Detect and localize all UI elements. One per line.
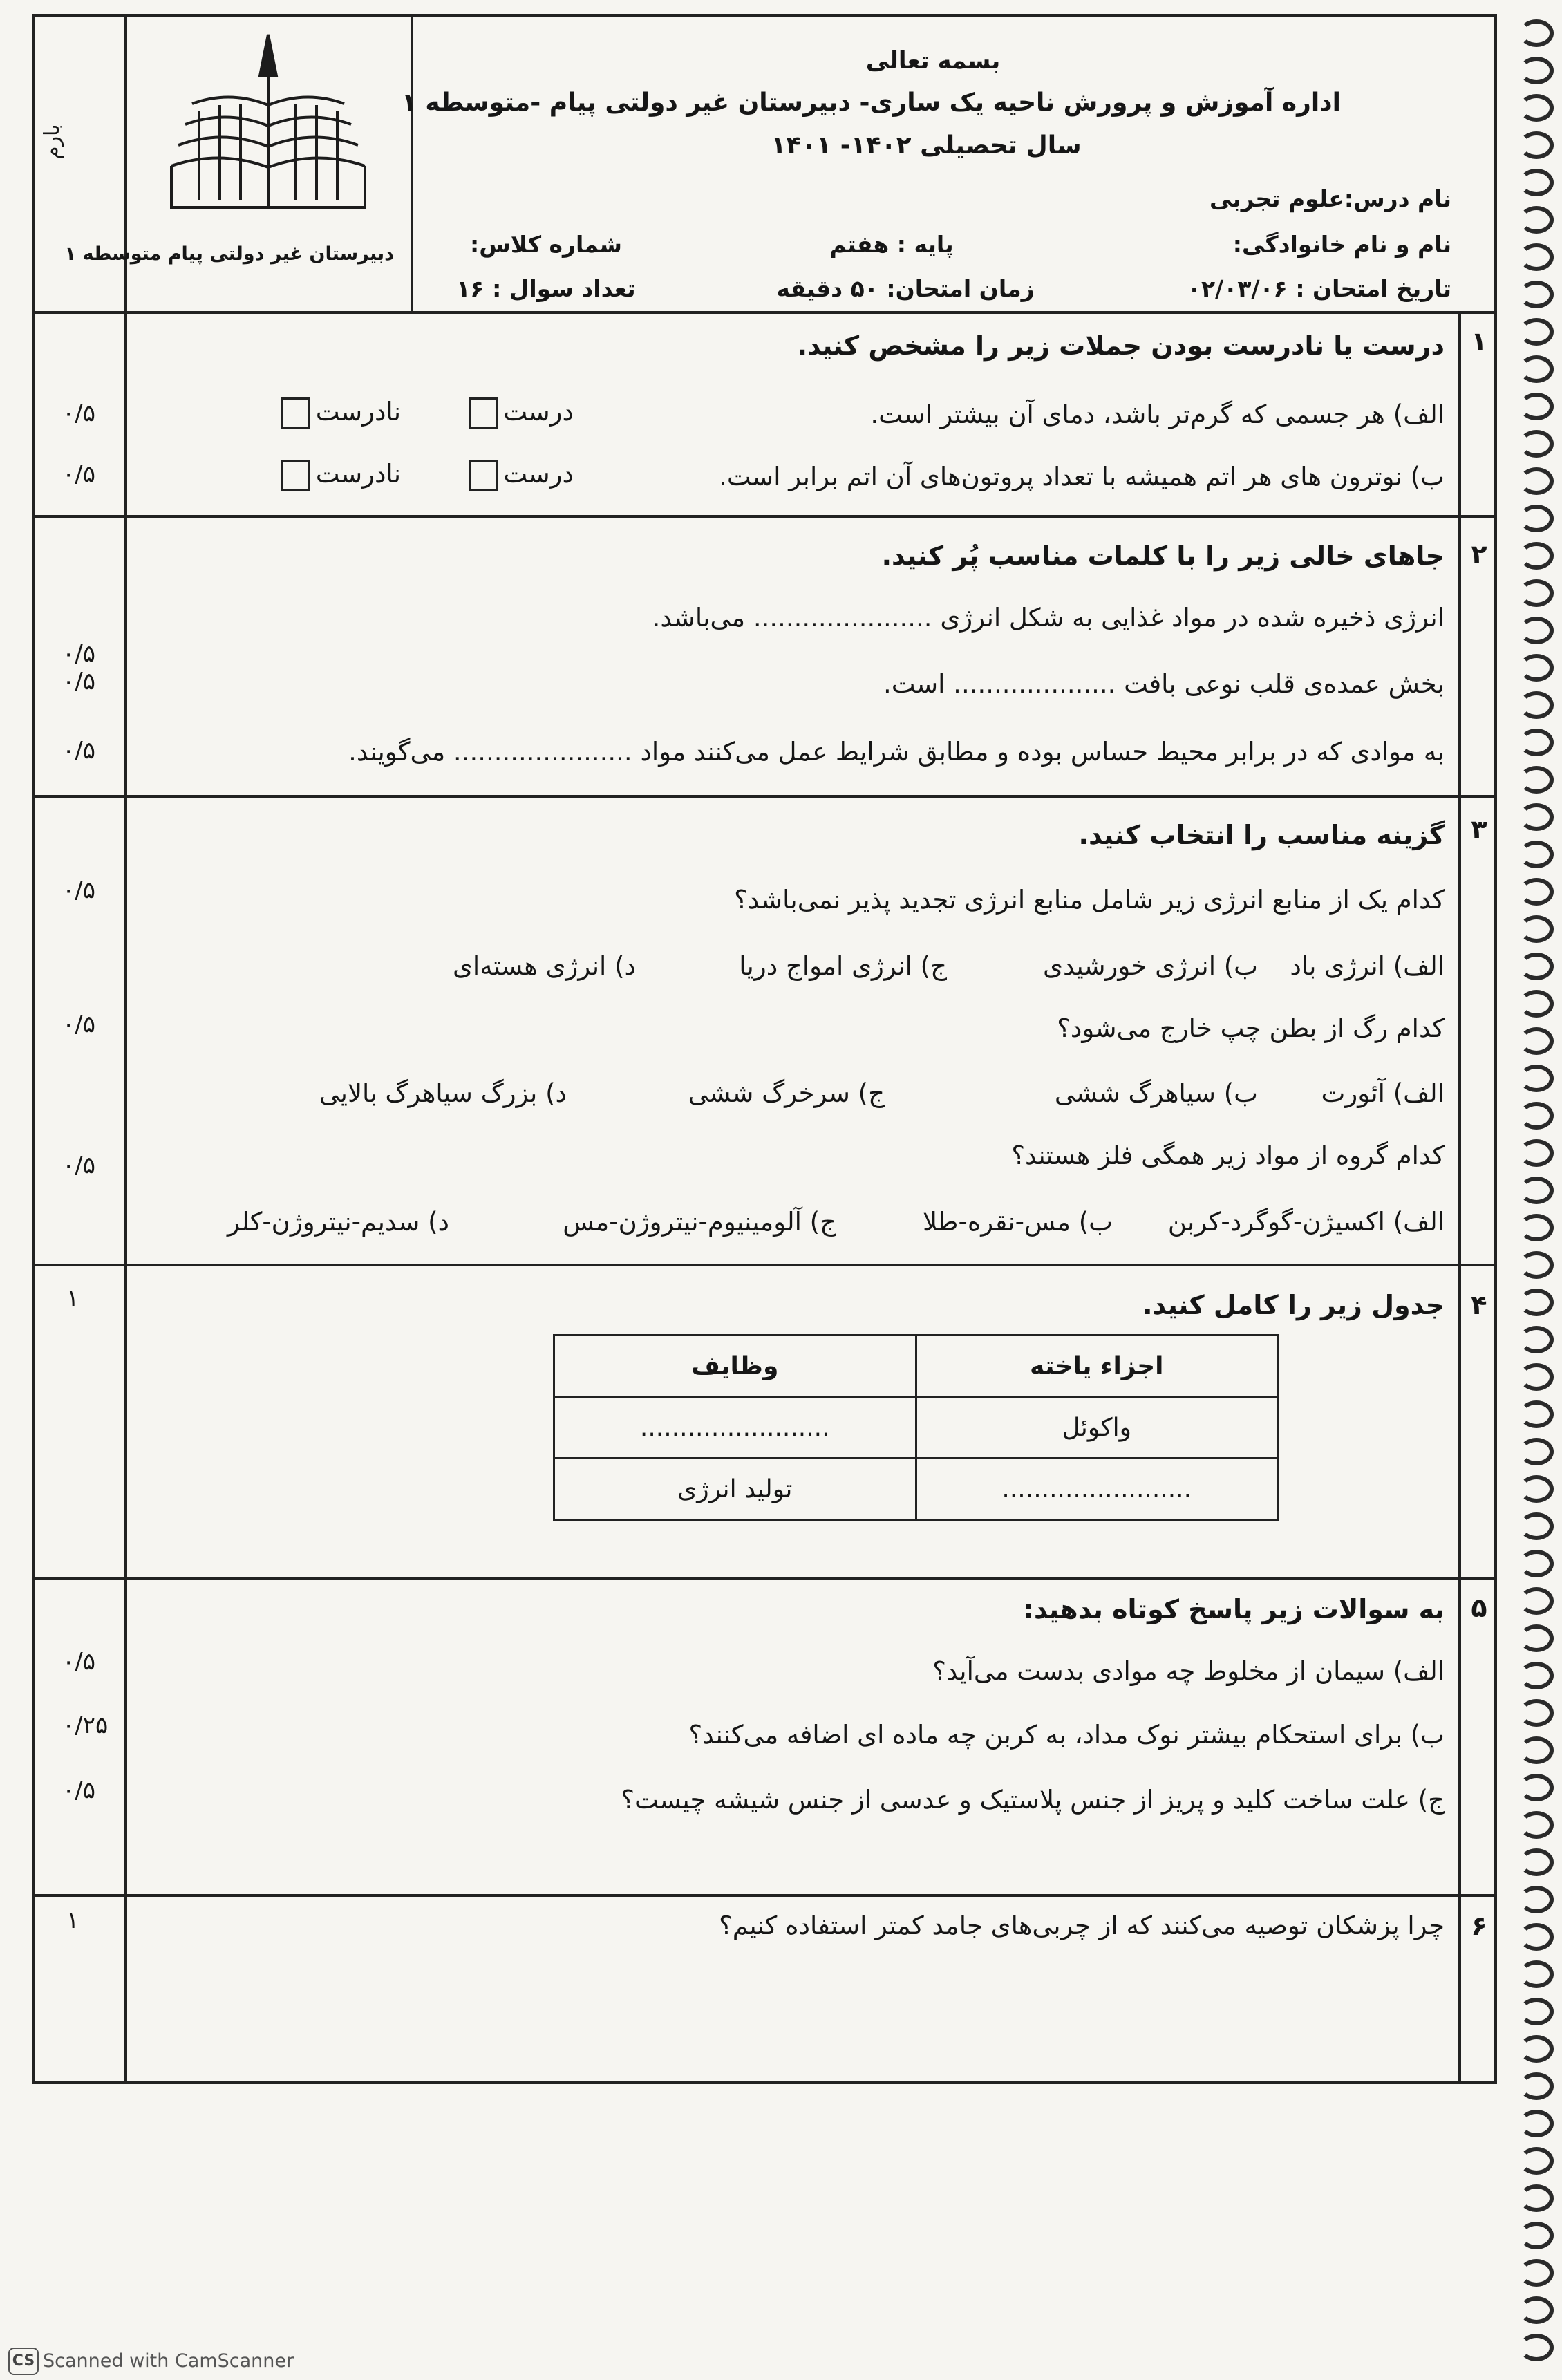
question-item: الف) هر جسمی که گرم‌تر باشد، دمای آن بیشتر است. <box>870 400 1445 429</box>
camscanner-watermark: Scanned with CamScanner <box>43 2350 294 2372</box>
binding-ring <box>1519 467 1554 495</box>
binding-ring <box>1519 617 1554 644</box>
answer-option[interactable]: ب) مس-نقره-طلا <box>922 1207 1113 1237</box>
binding-ring <box>1519 57 1554 84</box>
number-column-divider <box>1458 311 1461 2084</box>
item-score: ۰/۵ <box>62 877 95 904</box>
binding-ring <box>1519 803 1554 831</box>
binding-ring <box>1519 1139 1554 1167</box>
question-item: ج) علت ساخت کلید و پریز از جنس پلاستیک و عدسی از جنس شیشه چیست؟ <box>621 1785 1445 1815</box>
question-item: ب) برای استحکام بیشتر نوک مداد، به کربن چه ماده ای اضافه می‌کنند؟ <box>688 1720 1445 1750</box>
answer-option[interactable]: ج) انرژی امواج دریا <box>739 951 947 981</box>
binding-ring <box>1519 1475 1554 1503</box>
binding-ring <box>1519 729 1554 756</box>
binding-ring <box>1519 1699 1554 1727</box>
year-line: سال تحصیلی ۱۴۰۲- ۱۴۰۱ <box>771 131 1082 160</box>
question-number: ۱ <box>1471 326 1487 357</box>
binding-ring <box>1519 1587 1554 1615</box>
binding-ring <box>1519 878 1554 906</box>
answer-option[interactable]: ج) آلومینیوم-نیتروژن-مس <box>563 1207 836 1237</box>
item-score: ۰/۵ <box>62 1777 95 1804</box>
question-number: ۲ <box>1471 539 1487 570</box>
school-logo <box>158 28 379 235</box>
binding-ring <box>1519 1774 1554 1801</box>
item-score: ۰/۲۵ <box>62 1712 109 1739</box>
question-stem: کدام رگ از بطن چپ خارج می‌شود؟ <box>1057 1013 1445 1043</box>
binding-ring <box>1519 131 1554 159</box>
question-score: ۱ <box>66 1906 79 1934</box>
binding-ring <box>1519 1289 1554 1316</box>
question-stem: کدام یک از منابع انرژی زیر شامل منابع انرژی تجدید پذیر نمی‌باشد؟ <box>734 885 1445 915</box>
binding-ring <box>1519 1400 1554 1428</box>
question-title: گزینه مناسب را انتخاب کنید. <box>1078 820 1445 850</box>
binding-ring <box>1519 691 1554 719</box>
true-option[interactable] <box>449 397 574 429</box>
binding-ring <box>1519 206 1554 234</box>
binding-ring <box>1519 841 1554 868</box>
binding-ring <box>1519 1736 1554 1764</box>
org-line: اداره آموزش و پرورش ناحیه یک ساری- دبیرستان غیر دولتی پیام -متوسطه ۱ <box>401 88 1341 117</box>
table-cell-blank[interactable]: ........................ <box>916 1459 1278 1520</box>
false-option[interactable] <box>249 397 401 429</box>
exam-frame <box>32 14 1497 2084</box>
question-item: انرژی ذخیره شده در مواد غذایی به شکل انرژی ...................... می‌باشد. <box>652 603 1445 633</box>
score-column-divider <box>124 14 127 2084</box>
item-score: ۰/۵ <box>62 668 95 695</box>
answer-option[interactable]: ب) انرژی خورشیدی <box>1042 951 1258 981</box>
binding-ring <box>1519 1886 1554 1913</box>
course-name: نام درس:علوم تجربی <box>1210 185 1451 212</box>
logo-divider <box>411 14 413 311</box>
score-header: بارم <box>40 124 64 159</box>
logo-caption: دبیرستان غیر دولتی پیام متوسطه ۱ <box>64 243 394 265</box>
binding-ring <box>1519 1177 1554 1204</box>
binding-ring <box>1519 1662 1554 1689</box>
item-score: ۰/۵ <box>62 460 95 488</box>
item-score: ۰/۵ <box>62 1152 95 1179</box>
binding-ring <box>1519 94 1554 122</box>
binding-ring <box>1519 1251 1554 1279</box>
binding-ring <box>1519 1102 1554 1130</box>
exam-date: تاریخ امتحان : ۰۲/۰۳/۰۶ <box>1187 275 1451 302</box>
question-item: الف) سیمان از مخلوط چه موادی بدست می‌آید؟ <box>932 1656 1445 1686</box>
binding-ring <box>1519 579 1554 607</box>
false-label: نادرست <box>315 459 401 489</box>
section-divider <box>32 515 1497 518</box>
section-divider <box>32 311 1497 314</box>
binding-ring <box>1519 2184 1554 2212</box>
class-number: شماره کلاس: <box>470 231 622 258</box>
binding-ring <box>1519 430 1554 458</box>
binding-ring <box>1519 1998 1554 2025</box>
binding-ring <box>1519 1624 1554 1652</box>
question-title: جدول زیر را کامل کنید. <box>1142 1290 1445 1320</box>
binding-ring <box>1519 1923 1554 1951</box>
question-title: به سوالات زیر پاسخ کوتاه بدهید: <box>1023 1594 1445 1624</box>
binding-ring <box>1519 1811 1554 1839</box>
binding-ring <box>1519 169 1554 196</box>
binding-ring <box>1519 1065 1554 1092</box>
binding-ring <box>1519 542 1554 570</box>
binding-ring <box>1519 281 1554 308</box>
binding-ring <box>1519 915 1554 943</box>
answer-option[interactable]: الف) انرژی باد <box>1290 951 1445 981</box>
question-title: درست یا نادرست بودن جملات زیر را مشخص کنید. <box>797 330 1445 361</box>
binding-ring <box>1519 1438 1554 1465</box>
true-label: درست <box>503 397 574 427</box>
basmala: بسمه تعالی <box>865 47 1001 75</box>
table-header: اجزاء یاخته <box>916 1336 1278 1397</box>
answer-option[interactable]: الف) اکسیژن-گوگرد-کربن <box>1167 1207 1445 1237</box>
item-score: ۰/۵ <box>62 737 95 765</box>
grade-level: پایه : هفتم <box>829 231 954 258</box>
false-checkbox[interactable] <box>281 397 310 429</box>
binding-ring <box>1519 19 1554 47</box>
question-stem: کدام گروه از مواد زیر همگی فلز هستند؟ <box>1011 1141 1445 1170</box>
binding-ring <box>1519 2147 1554 2175</box>
book-pen-logo-icon <box>158 28 379 235</box>
binding-ring <box>1519 2110 1554 2137</box>
binding-ring <box>1519 2072 1554 2100</box>
question-number: ۶ <box>1471 1911 1487 1941</box>
answer-option[interactable]: د) انرژی هسته‌ای <box>452 951 636 981</box>
student-name-field: نام و نام خانوادگی: <box>1232 231 1451 258</box>
item-score: ۰/۵ <box>62 1648 95 1676</box>
answer-option[interactable]: الف) آئورت <box>1321 1078 1445 1108</box>
question-count: تعداد سوال : ۱۶ <box>456 275 636 302</box>
answer-option[interactable]: ب) سیاهرگ ششی <box>1054 1078 1258 1108</box>
table-cell-blank[interactable]: ........................ <box>554 1397 916 1459</box>
binding-ring <box>1519 1512 1554 1540</box>
binding-ring <box>1519 393 1554 420</box>
binding-ring <box>1519 953 1554 980</box>
exam-duration: زمان امتحان: ۵۰ دقیقه <box>776 275 1035 302</box>
binding-ring <box>1519 766 1554 794</box>
binding-ring <box>1519 1848 1554 1876</box>
true-label: درست <box>503 459 574 489</box>
question-item: به موادی که در برابر محیط حساس بوده و مطابق شرایط عمل می‌کنند مواد ...................... می‌گویند. <box>348 737 1445 767</box>
section-divider <box>32 1577 1497 1580</box>
table-header: وظایف <box>554 1336 916 1397</box>
question-number: ۵ <box>1471 1593 1487 1623</box>
binding-ring <box>1519 654 1554 682</box>
section-divider <box>32 795 1497 798</box>
question-item: ب) نوترون های هر اتم همیشه با تعداد پروتون‌های آن اتم برابر است. <box>719 462 1445 491</box>
table-cell: واکوئل <box>916 1397 1278 1459</box>
question-title: چرا پزشکان توصیه می‌کنند که از چربی‌های جامد کمتر استفاده کنیم؟ <box>719 1911 1445 1940</box>
question-item: بخش عمده‌ی قلب نوعی بافت .................... است. <box>883 669 1445 699</box>
question-score: ۱ <box>66 1284 79 1312</box>
true-checkbox[interactable] <box>469 397 498 429</box>
binding-ring <box>1519 2259 1554 2287</box>
binding-ring <box>1519 318 1554 346</box>
answer-option[interactable]: د) سدیم-نیتروژن-کلر <box>227 1207 449 1237</box>
false-checkbox[interactable] <box>281 460 310 491</box>
true-checkbox[interactable] <box>469 460 498 491</box>
binding-ring <box>1519 355 1554 383</box>
question-title: جاهای خالی زیر را با کلمات مناسب پُر کنید. <box>881 541 1445 571</box>
binding-ring <box>1519 2222 1554 2249</box>
binding-ring <box>1519 2334 1554 2361</box>
binding-ring <box>1519 1326 1554 1353</box>
answer-option[interactable]: د) بزرگ سیاهرگ بالایی <box>319 1078 567 1108</box>
binding-ring <box>1519 243 1554 271</box>
camscanner-badge: CS <box>8 2348 39 2375</box>
cell-table <box>553 1334 1279 1521</box>
binding-ring <box>1519 990 1554 1018</box>
binding-ring <box>1519 2296 1554 2324</box>
section-divider <box>32 1264 1497 1266</box>
binding-ring <box>1519 1363 1554 1391</box>
binding-ring <box>1519 1550 1554 1577</box>
binding-ring <box>1519 1027 1554 1055</box>
answer-option[interactable]: ج) سرخرگ ششی <box>688 1078 885 1108</box>
section-divider <box>32 1894 1497 1897</box>
false-option[interactable] <box>249 459 401 491</box>
binding-ring <box>1519 505 1554 532</box>
question-number: ۳ <box>1471 814 1487 845</box>
binding-ring <box>1519 1214 1554 1241</box>
binding-ring <box>1519 2035 1554 2063</box>
binding-ring <box>1519 1960 1554 1988</box>
table-cell: تولید انرژی <box>554 1459 916 1520</box>
item-score: ۰/۵ <box>62 400 95 427</box>
true-option[interactable] <box>449 459 574 491</box>
item-score: ۰/۵ <box>62 1011 95 1038</box>
false-label: نادرست <box>315 397 401 427</box>
question-number: ۴ <box>1471 1290 1487 1320</box>
item-score: ۰/۵ <box>62 640 95 668</box>
